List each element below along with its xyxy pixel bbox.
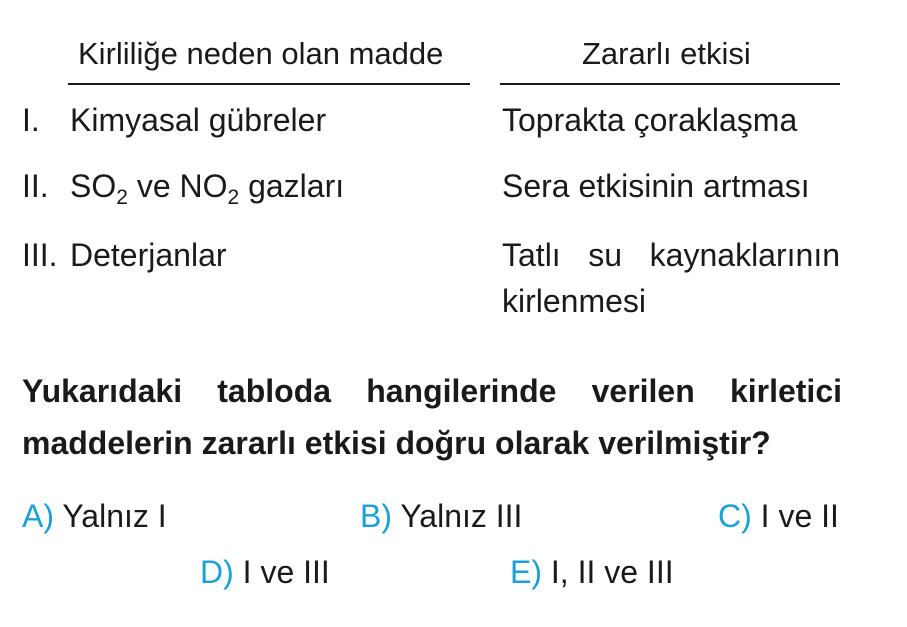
- row-3-substance: Deterjanlar: [70, 237, 227, 273]
- effect-word: su: [588, 237, 623, 273]
- row-2-substance: [70, 168, 345, 209]
- header-substance: Kirliliğe neden olan madde: [78, 36, 444, 71]
- effect-word: Tatlı: [502, 237, 561, 273]
- row-3-effect-line2: kirlenmesi: [502, 283, 647, 319]
- option-b[interactable]: [360, 498, 522, 535]
- question-text: Yukarıdaki tabloda hangilerinde verilen kirletici maddelerin zararlı etkisi doğru olarak verilmiştir?: [22, 373, 842, 461]
- subscript-2: 2: [116, 186, 128, 209]
- option-a-text: Yalnız I: [54, 498, 167, 534]
- row-1-effect: Toprakta çoraklaşma: [502, 102, 798, 138]
- row-3-number: III.: [22, 237, 58, 273]
- row-3-effect-line1: [502, 237, 840, 274]
- option-c-letter: C): [718, 498, 752, 534]
- option-a[interactable]: [22, 498, 167, 535]
- row-1-number: I.: [22, 102, 40, 138]
- row-2-number: II.: [22, 168, 49, 204]
- subscript-2: 2: [227, 186, 240, 209]
- option-d-letter: D): [200, 554, 234, 590]
- formula-so: SO: [70, 168, 117, 204]
- header-underline-left: [68, 83, 470, 85]
- row-1-substance: Kimyasal gübreler: [70, 102, 327, 138]
- option-d[interactable]: [200, 554, 330, 591]
- formula-ve-no: ve NO: [127, 168, 228, 204]
- option-e[interactable]: [510, 554, 674, 591]
- row-2-effect: Sera etkisinin artması: [502, 168, 810, 204]
- option-e-text: I, II ve III: [542, 554, 674, 590]
- option-b-text: Yalnız III: [392, 498, 523, 534]
- option-a-letter: A): [22, 498, 54, 534]
- option-b-letter: B): [360, 498, 392, 534]
- option-e-letter: E): [510, 554, 542, 590]
- header-effect: Zararlı etkisi: [582, 36, 751, 71]
- header-underline-right: [500, 83, 840, 85]
- formula-gazlari: gazları: [239, 168, 345, 204]
- option-c[interactable]: [718, 498, 839, 535]
- option-d-text: I ve III: [233, 554, 330, 590]
- option-c-text: I ve II: [751, 498, 839, 534]
- effect-word: kaynaklarının: [649, 237, 840, 273]
